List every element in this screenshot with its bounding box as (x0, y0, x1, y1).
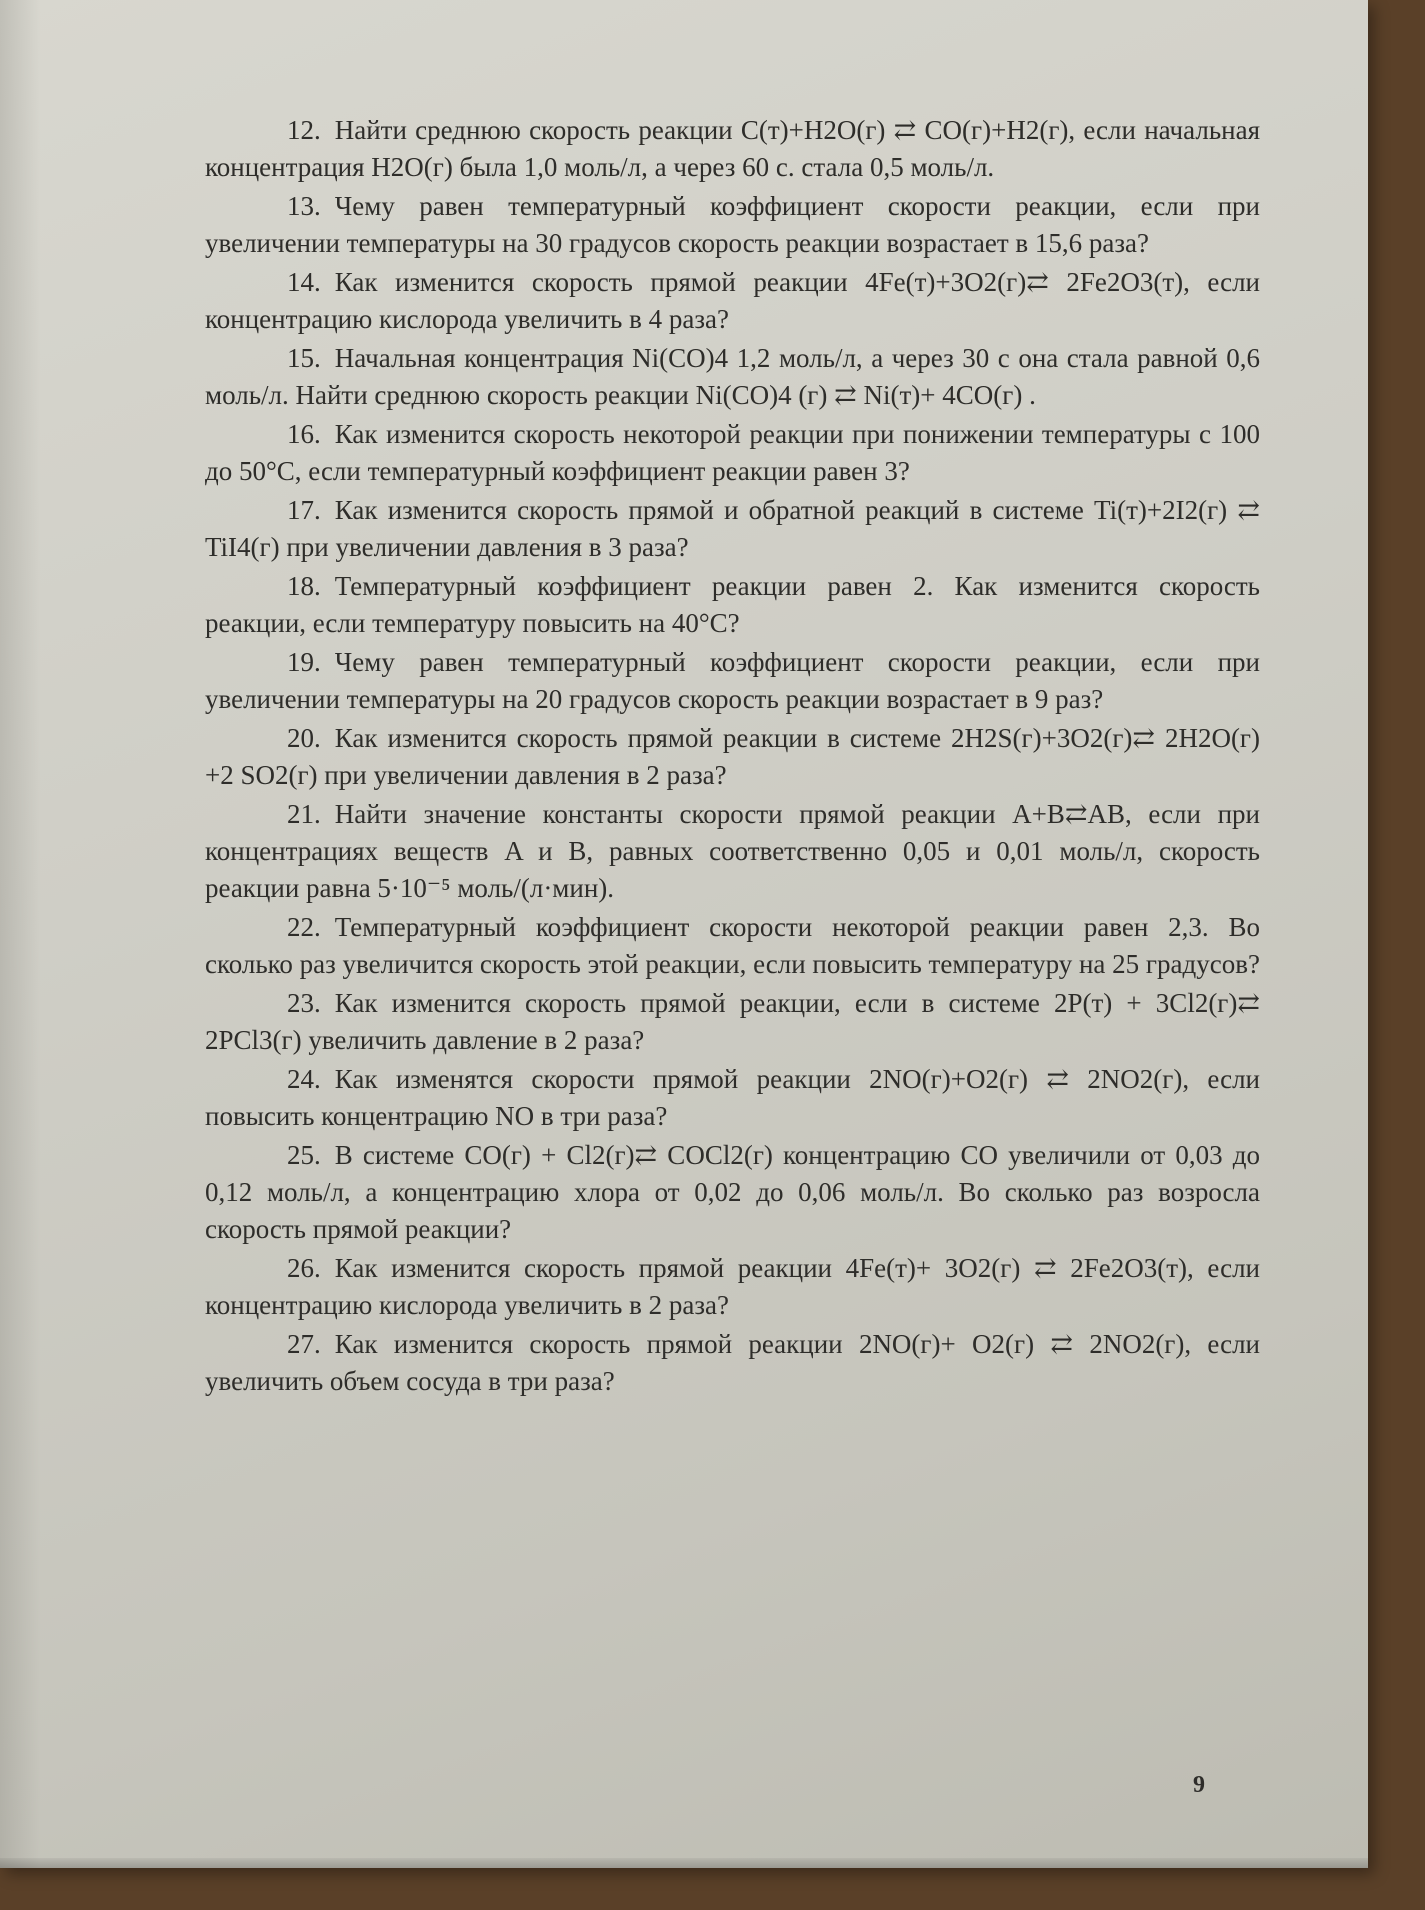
problem-21 (205, 796, 1260, 907)
problem-text: В системе CO(г) + Cl2(г)⇄ COCl2(г) концентрацию CO увеличили от 0,03 до 0,12 моль/л, а концентрацию хлора от 0,02 до 0,06 моль/л. Во сколько раз возросла скорость прямой реакции? (205, 1140, 1260, 1244)
problem-25 (205, 1137, 1260, 1248)
problem-number: 27. (287, 1329, 321, 1359)
problem-number: 13. (287, 191, 321, 221)
problem-number: 22. (287, 912, 321, 942)
problem-text: Чему равен температурный коэффициент скорости реакции, если при увеличении температуры на 20 градусов скорость реакции возрастает в 9 раз? (205, 647, 1260, 714)
problem-19 (205, 644, 1260, 718)
problem-text: Найти среднюю скорость реакции C(т)+H2O(г) ⇄ CO(г)+H2(г), если начальная концентрация H2O(г) была 1,0 моль/л, а через 60 с. стала 0,5 моль/л. (205, 115, 1260, 182)
problem-number: 25. (287, 1140, 321, 1170)
problem-18 (205, 568, 1260, 642)
problem-number: 16. (287, 419, 321, 449)
page-bottom-edge (0, 1858, 1368, 1868)
problem-number: 12. (287, 115, 321, 145)
problem-17 (205, 492, 1260, 566)
problem-text: Как изменится скорость некоторой реакции при понижении температуры с 100 до 50°С, если температурный коэффициент реакции равен 3? (205, 419, 1260, 486)
problem-number: 20. (287, 723, 321, 753)
problem-24 (205, 1061, 1260, 1135)
page-number: 9 (1193, 1772, 1205, 1798)
problem-number: 23. (287, 988, 321, 1018)
problem-text: Найти значение константы скорости прямой реакции A+B⇄AB, если при концентрациях веществ A и B, равных соответственно 0,05 и 0,01 моль/л, скорость реакции равна 5·10⁻⁵ моль/(л·мин). (205, 799, 1260, 903)
problem-number: 19. (287, 647, 321, 677)
problem-20 (205, 720, 1260, 794)
page-binding-shadow (0, 0, 40, 1868)
problem-text: Температурный коэффициент скорости некоторой реакции равен 2,3. Во сколько раз увеличится скорость этой реакции, если повысить температуру на 25 градусов? (205, 912, 1260, 979)
problem-text: Начальная концентрация Ni(CO)4 1,2 моль/л, а через 30 с она стала равной 0,6 моль/л. Найти среднюю скорость реакции Ni(CO)4 (г) ⇄ Ni(т)+ 4CO(г) . (205, 343, 1260, 410)
problem-26 (205, 1250, 1260, 1324)
problem-text: Чему равен температурный коэффициент скорости реакции, если при увеличении температуры на 30 градусов скорость реакции возрастает в 15,6 раза? (205, 191, 1260, 258)
problem-number: 14. (287, 267, 321, 297)
problem-number: 18. (287, 571, 321, 601)
problem-text: Как изменится скорость прямой реакции 4Fe(т)+3O2(г)⇄ 2Fe2O3(т), если концентрацию кислорода увеличить в 4 раза? (205, 267, 1260, 334)
problem-27 (205, 1326, 1260, 1400)
problem-23 (205, 985, 1260, 1059)
problem-number: 26. (287, 1253, 321, 1283)
problem-text: Как изменится скорость прямой реакции, если в системе 2P(т) + 3Cl2(г)⇄ 2PCl3(г) увеличить давление в 2 раза? (205, 988, 1260, 1055)
problem-12 (205, 112, 1260, 186)
problem-text: Как изменится скорость прямой и обратной реакций в системе Ti(т)+2I2(г) ⇄ TiI4(г) при увеличении давления в 3 раза? (205, 495, 1260, 562)
problem-number: 24. (287, 1064, 321, 1094)
problem-text: Как изменятся скорости прямой реакции 2NO(г)+O2(г) ⇄ 2NO2(г), если повысить концентрацию NO в три раза? (205, 1064, 1260, 1131)
problem-text: Температурный коэффициент реакции равен 2. Как изменится скорость реакции, если температуру повысить на 40°С? (205, 571, 1260, 638)
problem-14 (205, 264, 1260, 338)
problem-13 (205, 188, 1260, 262)
problem-text: Как изменится скорость прямой реакции в системе 2H2S(г)+3O2(г)⇄ 2H2O(г) +2 SO2(г) при увеличении давления в 2 раза? (205, 723, 1260, 790)
problem-text: Как изменится скорость прямой реакции 4Fe(т)+ 3O2(г) ⇄ 2Fe2O3(т), если концентрацию кислорода увеличить в 2 раза? (205, 1253, 1260, 1320)
problem-15 (205, 340, 1260, 414)
problem-number: 17. (287, 495, 321, 525)
problem-22 (205, 909, 1260, 983)
problem-text: Как изменится скорость прямой реакции 2NO(г)+ O2(г) ⇄ 2NO2(г), если увеличить объем сосуда в три раза? (205, 1329, 1260, 1396)
problem-number: 21. (287, 799, 321, 829)
problem-list (205, 112, 1260, 1402)
problem-number: 15. (287, 343, 321, 373)
problem-16 (205, 416, 1260, 490)
